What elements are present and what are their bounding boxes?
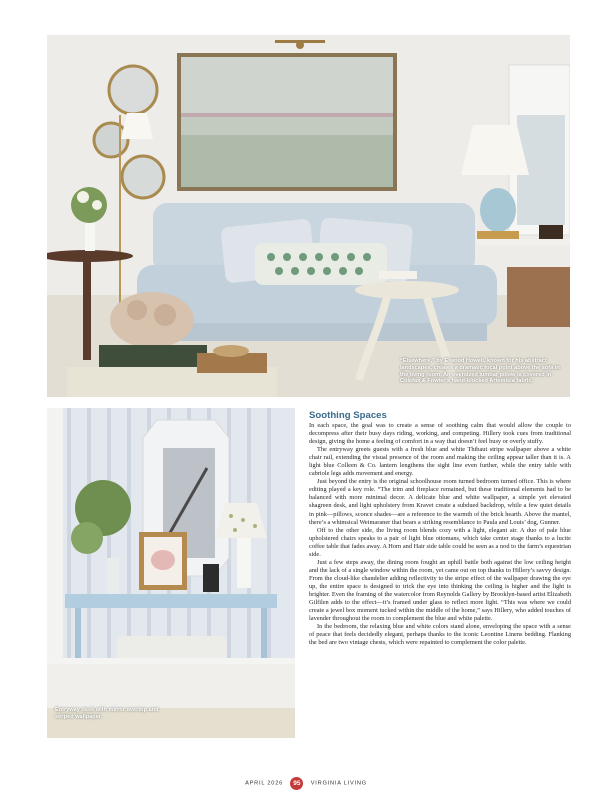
top-photo-caption: “Elsewhere,” by Elwood Howell, known for his abstract landscapes, creates a dramatic focal point above the sofa in the living room. An oversized lumbar pillow is covered in Colefax & Fowler’s hand-blocked Artemisia fabric. (400, 358, 560, 385)
page-footer (0, 777, 612, 790)
living-room-photo (47, 35, 570, 397)
issue-date: APRIL 2026 (245, 780, 284, 787)
living-room-illustration (47, 35, 570, 397)
magazine-name: VIRGINIA LIVING (310, 780, 367, 787)
paragraph-6: In the bedroom, the relaxing blue and white colors stand alone, enveloping the space with a sense of peace that feels decidedly elegant, perhaps thanks to the iconic Leontine Linens bedding. Flanking the bed are two vintage chests, which were repainted to complement the color palette. (309, 623, 571, 647)
paragraph-2: The entryway greets guests with a fresh blue and white Thibaut stripe wallpaper above a white chair rail, extending the visual presence of the room and making the ceiling appear taller than it is. A light blue Colleen & Co. lantern lengthens the sight line even further, while the entry table with cabriole legs adds movement and energy. (309, 446, 571, 478)
entryway-illustration (47, 408, 295, 738)
paragraph-1: In each space, the goal was to create a sense of soothing calm that would allow the couple to decompress after their busy days riding, working, and competing. Hillery took cues from traditional design, giving the home a feeling of comfort in a way that doesn’t feel busy or overly stuffy. (309, 422, 571, 446)
entryway-caption: Entryway desk with mirror overtop and striped wallpaper. (55, 707, 159, 720)
paragraph-5: Just a few steps away, the dining room fought an uphill battle both against the low ceiling height and the lack of a single window within the room, yet came out on top thanks to Hillery’s savvy design. From the cloud-like chandelier adding reflectivity to the stripe effect of the wallpaper drawing the eye up, the entire space is designed to trick the eye into thinking the ceiling is higher and the light is brighter. Even the framing of the watercolor from Reynolds Gallery by Brooklyn-based artist Elizabeth Gilfilen adds to the effect—it’s framed under glass to reflect more light. “This was where we could create a jewel box moment tucked within the middle of the home,” says Hillery, who added touches of lavender throughout the room to complement the blue and white palette. (309, 558, 571, 623)
page-number: 95 (290, 777, 303, 790)
entryway-photo (47, 408, 295, 738)
section-heading: Soothing Spaces (309, 410, 387, 421)
paragraph-4: Off to the other side, the living room blends cozy with a light, elegant air. A duo of pale blue upholstered chairs speaks to a pair of light blue ottomans, which take center stage thanks to a lucite coffee table that fades away. A Horn and Hair side table could be seen as a nod to the farm’s equestrian side. (309, 526, 571, 558)
article-body (309, 410, 571, 647)
paragraph-3: Just beyond the entry is the original schoolhouse room turned bedroom turned office. This is where editing played a key role. “The trim and fireplace remained, but these traditional elements had to be balanced with more minimal decor. A delicate blue and white wallpaper, a simple yet elevated shagreen desk, and light upholstery from Kravet create a subdued backdrop, while a few quiet details in pink—pillows, sconce shades—are a reference to the warmth of the brick hearth. Above the mantel, there’s a whimsical Weimaraner that bears a striking resemblance to Paula and Louis’ dog, Gunner. (309, 478, 571, 526)
